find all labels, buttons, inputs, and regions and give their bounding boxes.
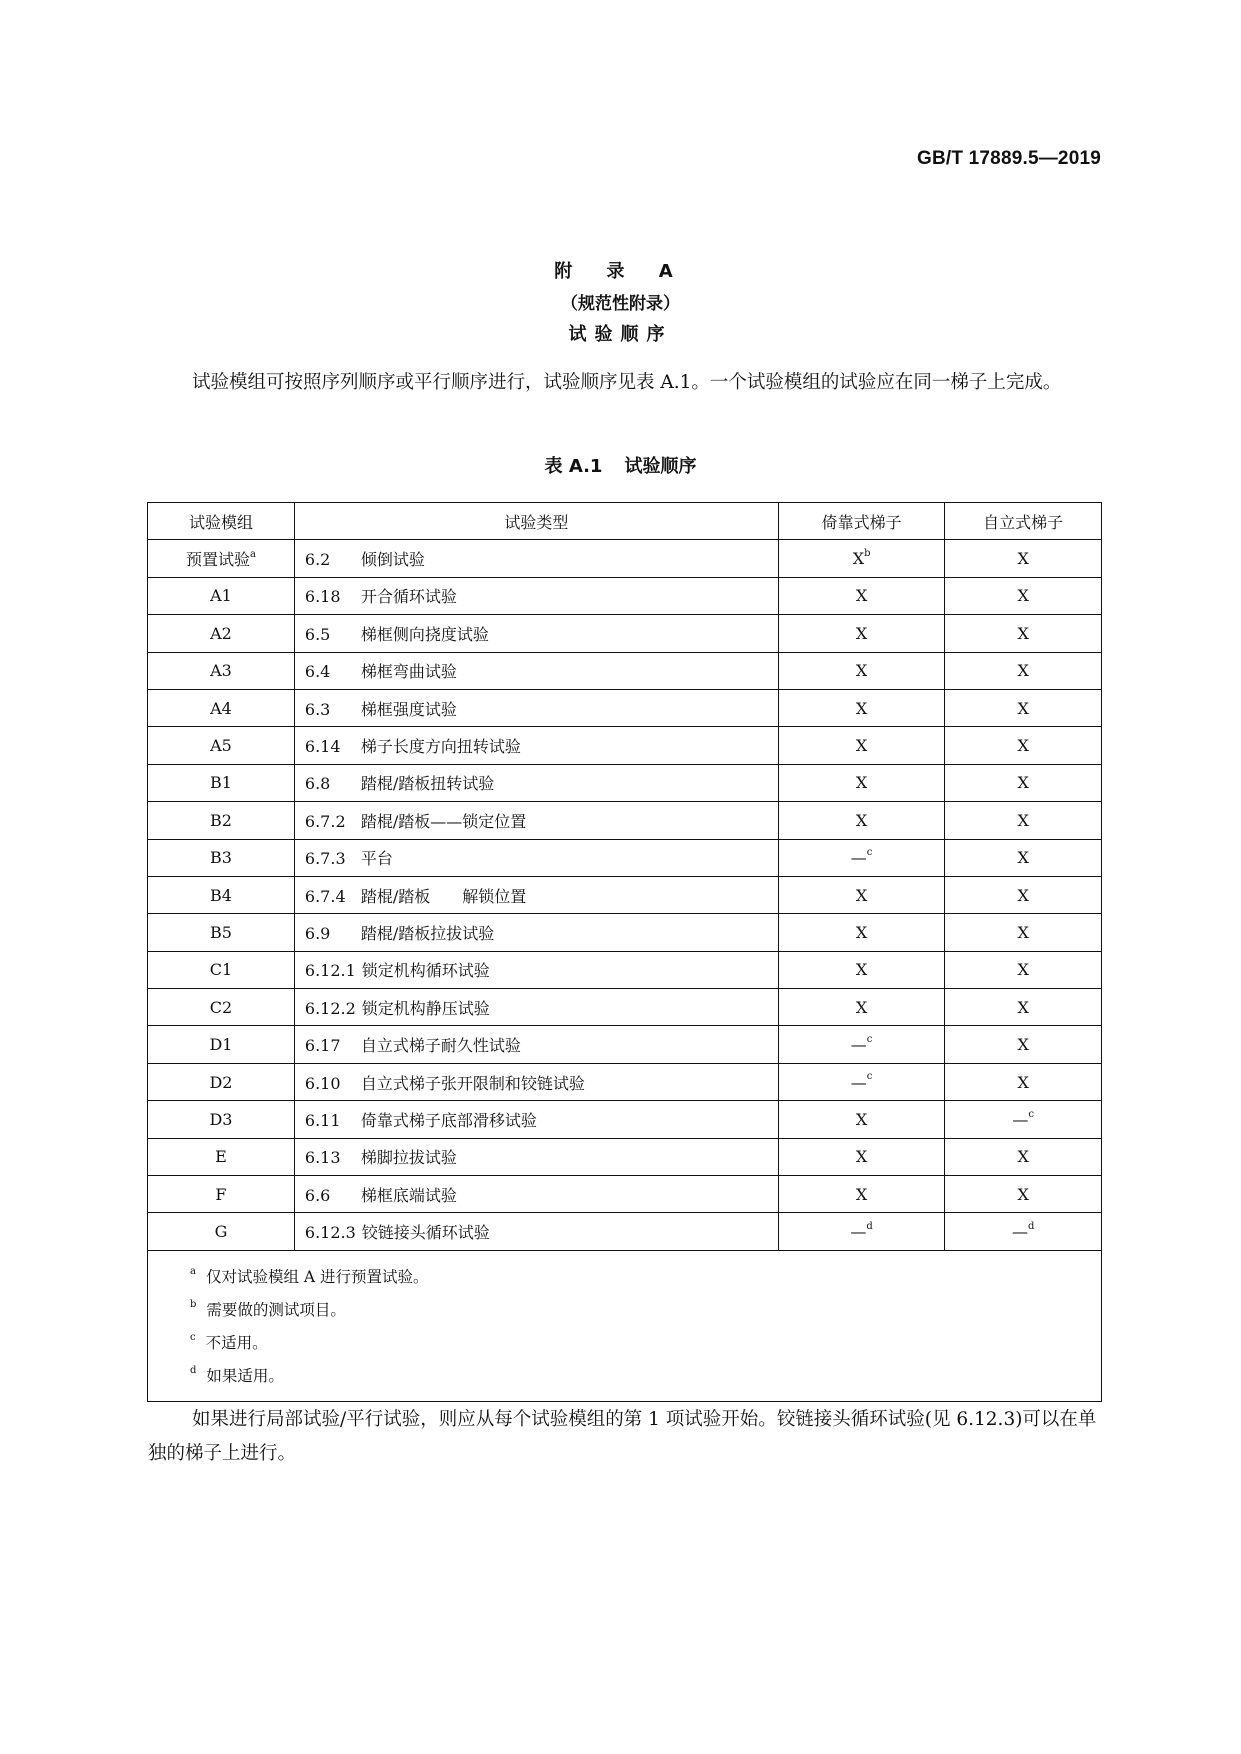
standing-ladder-mark: X (1017, 1147, 1029, 1167)
test-name: 平台 (360, 849, 393, 869)
table-row (148, 1213, 1102, 1250)
cell-standing-ladder (945, 1101, 1102, 1138)
test-group-label: A2 (210, 623, 232, 643)
cell-leaning-ladder (778, 727, 944, 764)
table-row (148, 577, 1102, 614)
table-row (148, 1063, 1102, 1100)
standing-ladder-mark: X (1017, 848, 1029, 868)
test-name: 踏棍/踏板扭转试验 (360, 774, 495, 794)
cell-leaning-ladder (778, 689, 944, 726)
standing-ladder-footnote-mark: c (1028, 1108, 1034, 1120)
test-name: 自立式梯子张开限制和铰链试验 (360, 1073, 585, 1093)
header-test-group: 试验模组 (148, 503, 295, 540)
test-name: 踏棍/踏板——锁定位置 (360, 811, 527, 831)
leaning-ladder-footnote-mark: c (866, 1071, 873, 1083)
test-clause-number: 6.4 (304, 662, 331, 682)
cell-test-group (148, 839, 295, 876)
cell-standing-ladder (945, 876, 1102, 913)
appendix-title: 附 录 A (554, 261, 687, 282)
table-caption-title: 试验顺序 (624, 456, 697, 477)
test-clause-number: 6.12.3 (304, 1223, 356, 1243)
cell-standing-ladder (945, 1063, 1102, 1100)
table-row (148, 914, 1102, 951)
cell-standing-ladder (945, 1213, 1102, 1250)
closing-paragraph: 如果进行局部试验/平行试验，则应从每个试验模组的第 1 项试验开始。铰链接头循环试验(见 6.12.3)可以在单独的梯子上进行。 (148, 1409, 1097, 1464)
footnote-mark: a (190, 1265, 196, 1277)
test-name: 倚靠式梯子底部滑移试验 (360, 1110, 537, 1130)
cell-test-type (294, 764, 778, 801)
table-body (148, 540, 1102, 1250)
standing-ladder-mark: X (1017, 1072, 1029, 1092)
test-clause-number: 6.14 (304, 737, 341, 757)
cell-leaning-ladder (778, 839, 944, 876)
cell-leaning-ladder (778, 1026, 944, 1063)
test-clause-number: 6.3 (304, 699, 331, 719)
footnote-text: 需要做的测试项目。 (206, 1301, 346, 1320)
leaning-ladder-mark: X (855, 922, 868, 942)
cell-test-type (294, 1026, 778, 1063)
table-row (148, 839, 1102, 876)
header-leaning-ladder: 倚靠式梯子 (778, 503, 944, 540)
leaning-ladder-mark: X (855, 623, 868, 643)
cell-test-group (148, 1026, 295, 1063)
cell-leaning-ladder (778, 876, 944, 913)
appendix-subtitle: （规范性附录） (561, 294, 680, 314)
cell-test-type (294, 839, 778, 876)
test-clause-number: 6.7.2 (304, 811, 346, 831)
notes-row (148, 1250, 1102, 1402)
test-group-label: A4 (210, 698, 232, 718)
standing-ladder-mark: X (1017, 586, 1029, 606)
cell-leaning-ladder (778, 577, 944, 614)
test-clause-number: 6.13 (304, 1148, 341, 1168)
cell-standing-ladder (945, 689, 1102, 726)
leaning-ladder-mark: X (855, 586, 868, 606)
footnote (190, 1292, 1101, 1325)
cell-test-group (148, 540, 295, 577)
test-name: 锁定机构静压试验 (361, 998, 490, 1018)
leaning-ladder-mark: X (855, 1147, 868, 1167)
test-name: 踏棍/踏板 解锁位置 (360, 886, 527, 906)
leaning-ladder-mark: X (855, 661, 868, 681)
test-group-label: A3 (210, 661, 232, 681)
standing-ladder-footnote-mark: d (1027, 1220, 1035, 1232)
leaning-ladder-footnote-mark: d (866, 1220, 873, 1232)
table-row (148, 689, 1102, 726)
footnote-text: 如果适用。 (206, 1367, 284, 1386)
test-clause-number: 6.6 (304, 1185, 331, 1205)
cell-standing-ladder (945, 1176, 1102, 1213)
cell-leaning-ladder (778, 1176, 944, 1213)
footnote (190, 1325, 1101, 1358)
leaning-ladder-mark: X (855, 1184, 868, 1204)
test-clause-number: 6.10 (304, 1073, 341, 1093)
cell-standing-ladder (945, 615, 1102, 652)
appendix-name: 试验顺序 (568, 324, 673, 345)
cell-test-type (294, 652, 778, 689)
cell-leaning-ladder (778, 540, 944, 577)
leaning-ladder-mark: — (850, 848, 867, 868)
cell-standing-ladder (945, 764, 1102, 801)
cell-test-type (294, 951, 778, 988)
test-name: 梯脚拉拔试验 (360, 1148, 457, 1168)
leaning-ladder-mark: X (855, 736, 868, 756)
test-group-label: B1 (209, 773, 232, 793)
cell-test-type (294, 1138, 778, 1175)
test-group-label: C2 (209, 997, 233, 1017)
test-group-label: C1 (209, 960, 233, 980)
table-caption-number: 表 A.1 (544, 456, 603, 477)
cell-standing-ladder (945, 577, 1102, 614)
intro-paragraph: 试验模组可按照序列顺序或平行顺序进行，试验顺序见表 A.1。一个试验模组的试验应在同一梯子上完成。 (192, 372, 1062, 393)
cell-test-group (148, 727, 295, 764)
test-group-label: G (214, 1222, 228, 1242)
leaning-ladder-mark: — (850, 1222, 867, 1242)
leaning-ladder-mark: X (855, 773, 868, 793)
test-group-label: F (215, 1184, 227, 1204)
cell-leaning-ladder (778, 652, 944, 689)
leaning-ladder-mark: X (855, 698, 868, 718)
cell-test-group (148, 914, 295, 951)
standing-ladder-mark: X (1017, 661, 1029, 681)
leaning-ladder-footnote-mark: c (866, 846, 873, 858)
cell-leaning-ladder (778, 802, 944, 839)
cell-standing-ladder (945, 540, 1102, 577)
cell-test-group (148, 1213, 295, 1250)
table-row (148, 1176, 1102, 1213)
cell-leaning-ladder (778, 989, 944, 1026)
header-standing-ladder: 自立式梯子 (945, 503, 1102, 540)
cell-test-type (294, 1101, 778, 1138)
table-row (148, 764, 1102, 801)
table-caption (0, 452, 1241, 478)
test-name: 梯框弯曲试验 (360, 662, 457, 682)
leaning-ladder-mark: X (855, 810, 868, 830)
cell-standing-ladder (945, 727, 1102, 764)
cell-test-group (148, 876, 295, 913)
cell-test-type (294, 876, 778, 913)
test-group-label: B2 (209, 810, 232, 830)
standing-ladder-mark: — (1012, 1109, 1029, 1129)
cell-test-type (294, 689, 778, 726)
test-clause-number: 6.5 (304, 624, 331, 644)
test-clause-number: 6.7.4 (304, 886, 346, 906)
standing-ladder-mark: X (1017, 1184, 1029, 1204)
table-header-row (148, 503, 1102, 540)
test-name: 梯子长度方向扭转试验 (360, 737, 521, 757)
test-group-label: B5 (209, 922, 232, 942)
cell-standing-ladder (945, 914, 1102, 951)
cell-test-type (294, 1176, 778, 1213)
standing-ladder-mark: X (1017, 810, 1029, 830)
footnote-mark: c (190, 1332, 196, 1344)
leaning-ladder-mark: — (850, 1035, 867, 1055)
table-notes (148, 1250, 1102, 1402)
cell-standing-ladder (945, 839, 1102, 876)
cell-test-type (294, 914, 778, 951)
table-row (148, 1138, 1102, 1175)
leaning-ladder-mark: X (852, 549, 865, 569)
standing-ladder-mark: — (1011, 1222, 1028, 1242)
cell-leaning-ladder (778, 951, 944, 988)
cell-test-group (148, 1138, 295, 1175)
table-row (148, 951, 1102, 988)
cell-standing-ladder (945, 802, 1102, 839)
table-row (148, 540, 1102, 577)
test-name: 梯框强度试验 (360, 699, 457, 719)
test-clause-number: 6.11 (304, 1110, 341, 1130)
test-name: 梯框底端试验 (360, 1185, 457, 1205)
test-clause-number: 6.12.1 (304, 961, 356, 981)
test-sequence-table (147, 502, 1102, 1402)
cell-test-type (294, 989, 778, 1026)
leaning-ladder-mark: X (855, 885, 868, 905)
cell-test-type (294, 802, 778, 839)
cell-test-group (148, 615, 295, 652)
cell-test-group (148, 802, 295, 839)
footnote-text: 不适用。 (205, 1334, 268, 1353)
test-name: 自立式梯子耐久性试验 (360, 1036, 521, 1056)
table-row (148, 876, 1102, 913)
cell-test-group (148, 689, 295, 726)
table-row (148, 652, 1102, 689)
test-clause-number: 6.17 (304, 1036, 341, 1056)
test-name: 踏棍/踏板拉拔试验 (360, 923, 495, 943)
standing-ladder-mark: X (1017, 960, 1029, 980)
test-name: 倾倒试验 (360, 550, 425, 570)
cell-test-type (294, 727, 778, 764)
footnote-mark: b (190, 1298, 197, 1310)
standing-ladder-mark: X (1017, 549, 1029, 569)
test-clause-number: 6.18 (304, 587, 341, 607)
footnote (190, 1259, 1101, 1292)
standing-ladder-mark: X (1017, 736, 1029, 756)
cell-test-group (148, 764, 295, 801)
cell-standing-ladder (945, 951, 1102, 988)
test-group-label: 预置试验 (185, 550, 250, 570)
cell-test-group (148, 1063, 295, 1100)
test-group-label: B3 (209, 848, 232, 868)
cell-leaning-ladder (778, 764, 944, 801)
footnote (190, 1358, 1101, 1391)
leaning-ladder-footnote-mark: b (864, 547, 871, 559)
cell-leaning-ladder (778, 914, 944, 951)
test-group-label: D3 (209, 1109, 233, 1129)
cell-test-group (148, 989, 295, 1026)
standing-ladder-mark: X (1017, 922, 1029, 942)
test-group-label: B4 (209, 885, 232, 905)
test-group-label: D1 (209, 1035, 233, 1055)
cell-test-type (294, 615, 778, 652)
cell-standing-ladder (945, 1026, 1102, 1063)
table-row (148, 615, 1102, 652)
table-row (148, 1101, 1102, 1138)
leaning-ladder-footnote-mark: c (866, 1033, 873, 1045)
test-group-label: E (215, 1147, 227, 1167)
cell-test-group (148, 577, 295, 614)
test-group-footnote-mark: a (249, 548, 256, 560)
document-code: GB/T 17889.5—2019 (916, 148, 1101, 169)
footnote-mark: d (190, 1365, 197, 1377)
cell-standing-ladder (945, 652, 1102, 689)
cell-test-group (148, 1176, 295, 1213)
test-group-label: D2 (209, 1072, 233, 1092)
cell-leaning-ladder (778, 1063, 944, 1100)
footnote-text: 仅对试验模组 A 进行预置试验。 (205, 1267, 429, 1286)
cell-test-type (294, 1213, 778, 1250)
standing-ladder-mark: X (1017, 698, 1029, 718)
cell-test-type (294, 1063, 778, 1100)
leaning-ladder-mark: X (855, 960, 868, 980)
cell-leaning-ladder (778, 1138, 944, 1175)
test-clause-number: 6.7.3 (304, 849, 346, 869)
table-row (148, 989, 1102, 1026)
header-test-type: 试验类型 (294, 503, 778, 540)
table-row (148, 1026, 1102, 1063)
cell-leaning-ladder (778, 1213, 944, 1250)
cell-leaning-ladder (778, 1101, 944, 1138)
test-name: 铰链接头循环试验 (361, 1223, 490, 1243)
cell-test-group (148, 951, 295, 988)
leaning-ladder-mark: — (850, 1072, 867, 1092)
standing-ladder-mark: X (1017, 885, 1029, 905)
standing-ladder-mark: X (1017, 1035, 1029, 1055)
test-name: 锁定机构循环试验 (361, 961, 490, 981)
test-clause-number: 6.8 (304, 774, 331, 794)
leaning-ladder-mark: X (855, 1109, 868, 1129)
table-row (148, 727, 1102, 764)
test-clause-number: 6.9 (304, 923, 331, 943)
table-row (148, 802, 1102, 839)
cell-test-group (148, 1101, 295, 1138)
cell-standing-ladder (945, 1138, 1102, 1175)
standing-ladder-mark: X (1017, 623, 1029, 643)
standing-ladder-mark: X (1017, 997, 1029, 1017)
test-clause-number: 6.2 (304, 550, 331, 570)
cell-test-type (294, 540, 778, 577)
cell-standing-ladder (945, 989, 1102, 1026)
leaning-ladder-mark: X (855, 997, 868, 1017)
test-name: 梯框侧向挠度试验 (360, 624, 489, 644)
cell-test-group (148, 652, 295, 689)
test-clause-number: 6.12.2 (304, 998, 356, 1018)
test-name: 开合循环试验 (360, 587, 457, 607)
test-group-label: A1 (210, 586, 232, 606)
cell-test-type (294, 577, 778, 614)
test-group-label: A5 (210, 736, 232, 756)
standing-ladder-mark: X (1017, 773, 1029, 793)
cell-leaning-ladder (778, 615, 944, 652)
